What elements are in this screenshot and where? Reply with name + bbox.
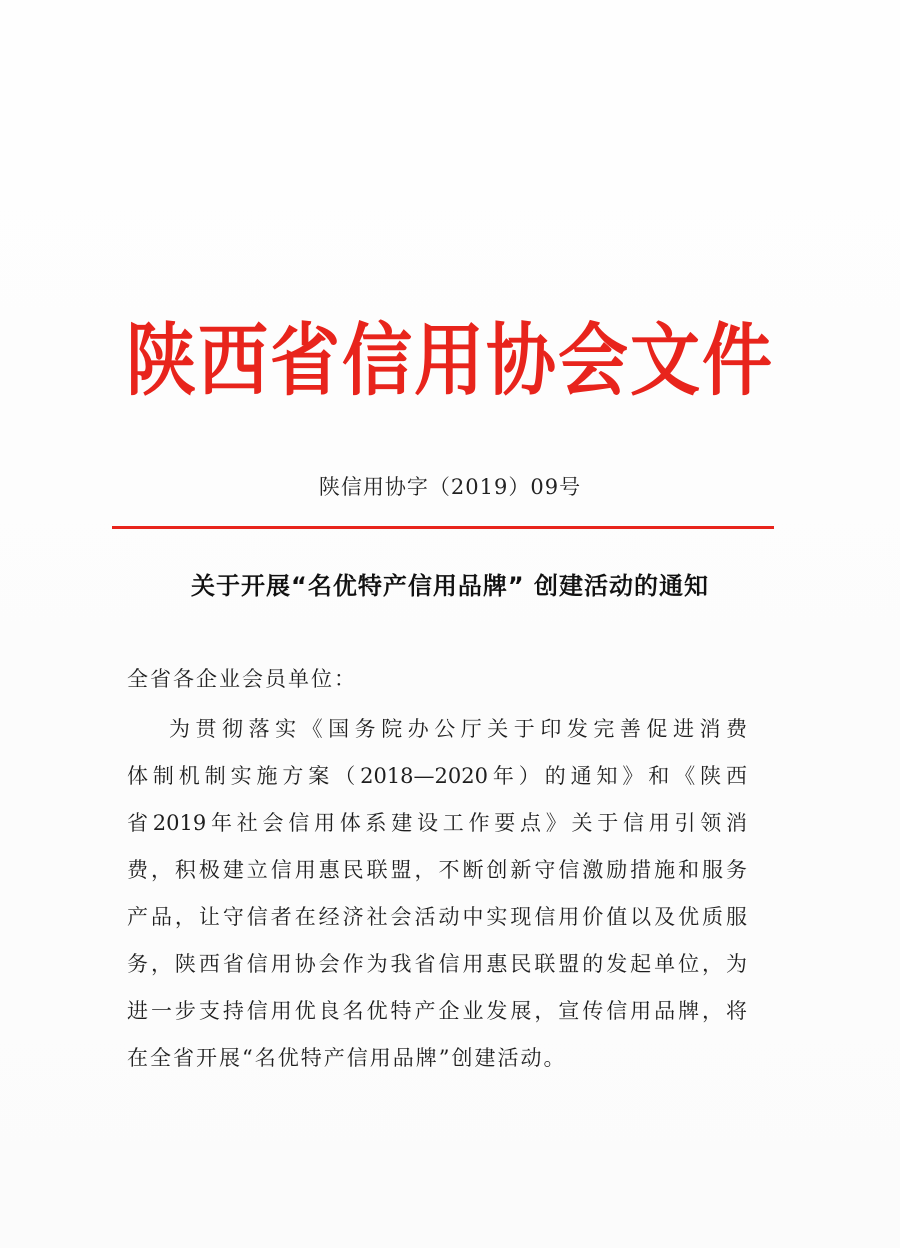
red-divider-line	[112, 526, 774, 529]
salutation: 全省各企业会员单位：	[127, 667, 357, 691]
body-line: 务，陕西省信用协会作为我省信用惠民联盟的发起单位，为	[127, 952, 747, 976]
document-number: 陕信用协字（2019）09号	[318, 475, 582, 499]
body-line: 进一步支持信用优良名优特产企业发展，宣传信用品牌，将	[127, 999, 747, 1023]
body-line: 省2019年社会信用体系建设工作要点》关于信用引领消	[127, 811, 747, 835]
notice-title: 关于开展“名优特产信用品牌” 创建活动的通知	[191, 572, 709, 600]
body-line: 为贯彻落实《国务院办公厅关于印发完善促进消费	[169, 717, 747, 741]
document-header-title: 陕西省信用协会文件	[126, 313, 774, 407]
body-line: 体制机制实施方案（2018—2020年）的通知》和《陕西	[127, 764, 747, 788]
body-text	[127, 706, 747, 1082]
body-line: 费，积极建立信用惠民联盟，不断创新守信激励措施和服务	[127, 858, 747, 882]
body-line: 产品，让守信者在经济社会活动中实现信用价值以及优质服	[127, 905, 747, 929]
body-line: 在全省开展“名优特产信用品牌”创建活动。	[127, 1046, 567, 1070]
